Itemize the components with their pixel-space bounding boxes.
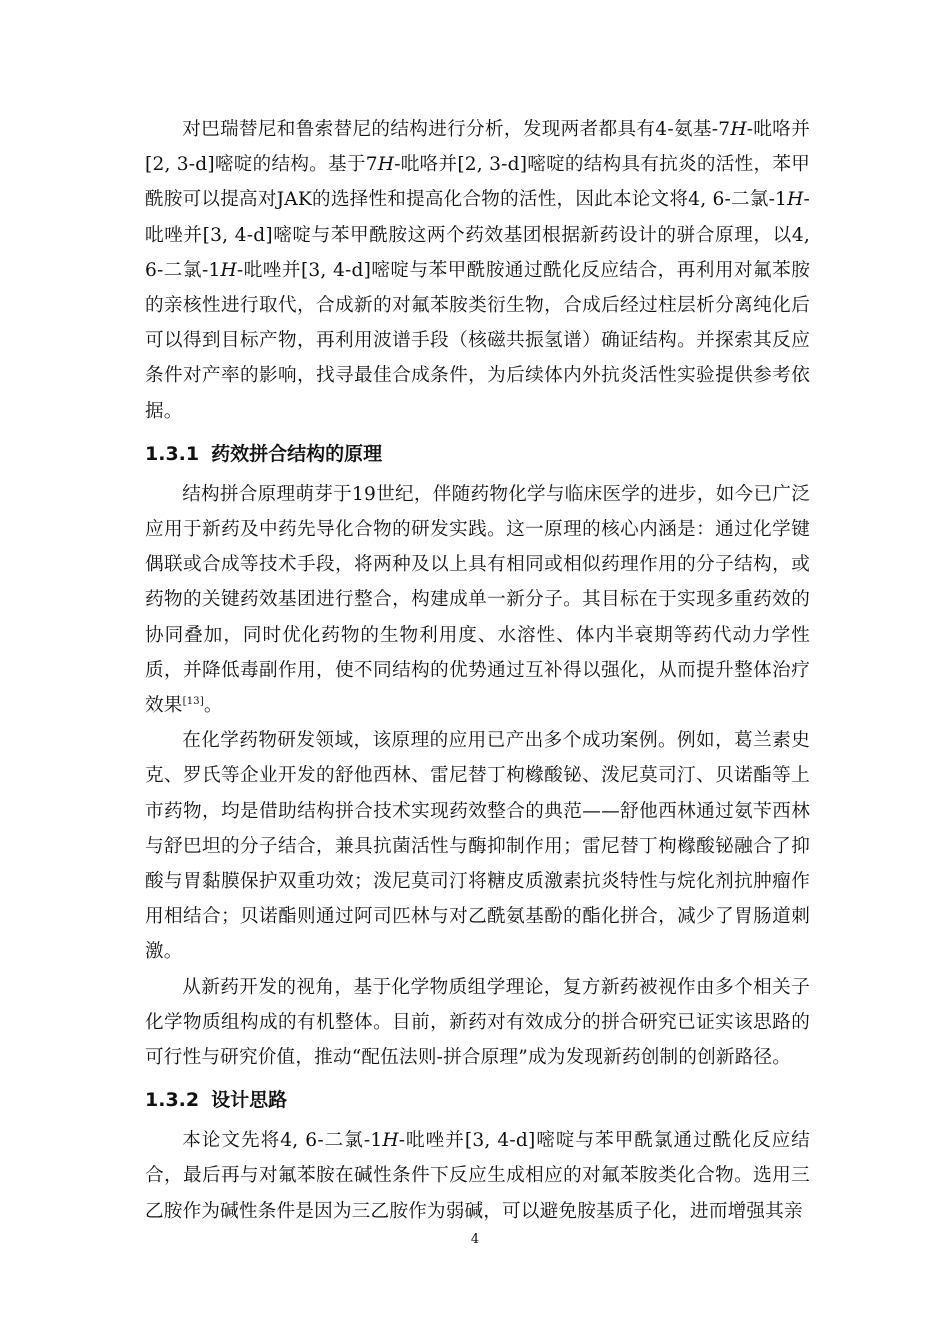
- citation-reference: [13]: [182, 695, 204, 707]
- paragraph-case-examples: 在化学药物研发领域，该原理的应用已产出多个成功案例。例如，葛兰素史克、罗氏等企业开发的舒他西林、雷尼替丁枸橼酸铋、泼尼莫司汀、贝诺酯等上市药物，均是借助结构拼合技术实现药效整合的典范——舒他西林通过氨苄西林与舒巴坦的分子结合，兼具抗菌活性与酶抑制作用；雷尼替丁枸橼酸铋融合了抑酸与胃黏膜保护双重功效；泼尼莫司汀将糖皮质激素抗炎特性与烷化剂抗肿瘤作用相结合；贝诺酯则通过阿司匹林与对乙酰氨基酚的酯化拼合，减少了胃肠道刺激。: [145, 730, 810, 963]
- paragraph-structure-analysis: [145, 112, 810, 429]
- italic-h: H: [787, 189, 804, 211]
- italic-h: H: [382, 1130, 399, 1152]
- section-title: 设计思路: [211, 1089, 288, 1112]
- text-run: 对巴瑞替尼和鲁索替尼的结构进行分析，发现两者都具有4-氨基-7: [182, 119, 731, 140]
- text-run: -吡唑并[3, 4-d]嘧啶与苯甲酰胺这两个药效基团根据新药设计的骈合原理，以4, 6-二氯-1: [145, 189, 810, 281]
- text-run: 结构拼合原理萌芽于19世纪，伴随药物化学与临床医学的进步，如今已广泛应用于新药及中药先导化合物的研发实践。这一原理的核心内涵是：通过化学键偶联或合成等技术手段，将两种及以上具有相同或相似药理作用的分子结构，或药物的关键药效基团进行整合，构建成单一新分子。其目标在于实现多重药效的协同叠加，同时优化药物的生物利用度、水溶性、体内半衰期等药代动力学性质，并降低毒副作用，使不同结构的优势通过互补得以强化，从而提升整体治疗效果: [145, 483, 810, 717]
- italic-h: H: [220, 259, 237, 281]
- paragraph-combination-principle: [145, 477, 810, 723]
- paragraph-new-drug-perspective: 从新药开发的视角，基于化学物质组学理论，复方新药被视作由多个相关子化学物质组构成的有机整体。目前，新药对有效成分的拼合研究已证实该思路的可行性与研究价值，推动“配伍法则-拼合原理”成为发现新药创制的创新路径。: [145, 976, 810, 1069]
- text-run: -吡唑并[3, 4-d]嘧啶与苯甲酰胺通过酰化反应结合，再利用对氟苯胺的亲核性进行取代，合成新的对氟苯胺类衍生物，合成后经过柱层析分离纯化后可以得到目标产物，再利用波谱手段（核磁共振氢谱）确证结构。并探索其反应条件对产率的影响，找寻最佳合成条件，为后续体内外抗炎活性实验提供参考依据。: [145, 259, 810, 422]
- page-number: 4: [470, 1232, 480, 1247]
- section-number: 1.3.2: [145, 1089, 200, 1112]
- section-number: 1.3.1: [145, 442, 200, 465]
- section-heading-1-3-1: [145, 439, 810, 469]
- section-heading-1-3-2: [145, 1085, 810, 1115]
- section-title: 药效拼合结构的原理: [211, 442, 383, 465]
- text-run: -吡咯并[2, 3-d]嘧啶的结构具有抗炎的活性，苯甲酰胺可以提高对JAK的选择性和提高化合物的活性，因此本论文将4, 6-二氯-1: [145, 154, 810, 211]
- italic-h: H: [730, 119, 747, 140]
- paragraph-design-approach: [145, 1123, 810, 1229]
- text-run: -吡咯并[2, 3-d]嘧啶的结构。基于7: [145, 119, 810, 176]
- text-run: -吡唑并[3, 4-d]嘧啶与苯甲酰氯通过酰化反应结合，最后再与对氟苯胺在碱性条件下反应生成相应的对氟苯胺类化合物。选用三乙胺作为碱性条件是因为三乙胺作为弱碱，可以避免胺基质子化，进而增强其亲: [145, 1130, 810, 1222]
- page-body: [145, 112, 810, 1229]
- text-run: 。: [203, 695, 223, 717]
- italic-h: H: [377, 154, 395, 176]
- text-run: 本论文先将4, 6-二氯-1: [182, 1130, 383, 1152]
